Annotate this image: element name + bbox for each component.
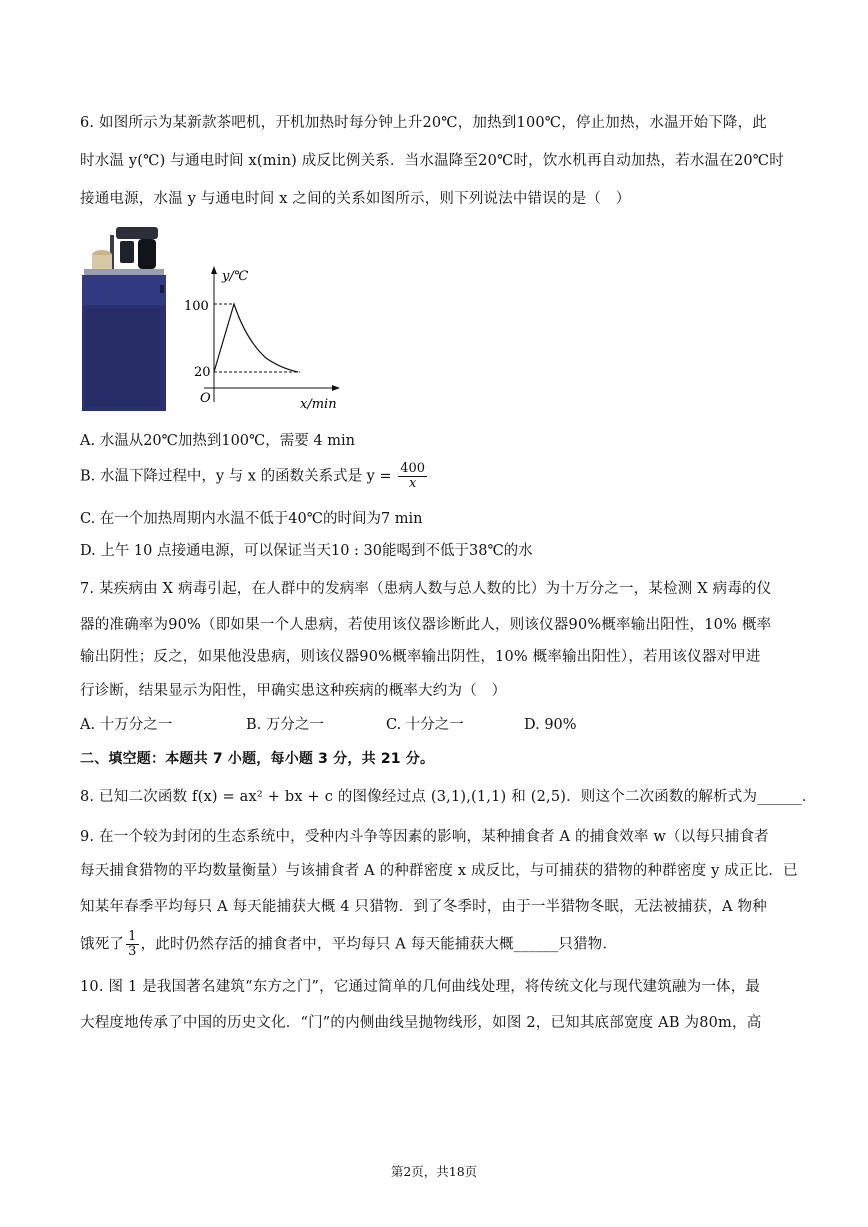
q7-line3: 输出阴性；反之，如果他没患病，则该仪器90%概率输出阴性，10% 概率输出阳性），若用该仪器对甲进 xyxy=(80,649,761,665)
q9-line4 xyxy=(80,930,790,959)
q7-option-c: C. 十分之一 xyxy=(386,717,464,733)
q6-option-b xyxy=(80,462,429,491)
q6-option-c: C. 在一个加热周期内水温不低于40℃的时间为7 min xyxy=(80,511,423,527)
fraction-numerator: 1 xyxy=(128,929,137,944)
fraction-denominator: 3 xyxy=(128,944,137,959)
page-footer: 第2页，共18页 xyxy=(390,1164,478,1179)
origin-label: O xyxy=(200,391,211,406)
q9-line2: 每天捕食猎物的平均数量衡量）与该捕食者 A 的种群密度 x 成反比，与可捕获的猎物的种群密度 y 成正比．已 xyxy=(80,863,798,879)
q6-option-b-fraction xyxy=(398,462,427,491)
x-axis-label: x/min xyxy=(300,397,337,412)
q10-line1: 10. 图 1 是我国著名建筑“东方之门”，它通过简单的几何曲线处理，将传统文化与现代建筑融为一体，最 xyxy=(80,979,761,995)
q6-option-d: D. 上午 10 点接通电源，可以保证当天10 : 30能喝到不低于38℃的水 xyxy=(80,543,533,559)
y-axis-arrow xyxy=(211,266,217,274)
section-2-heading: 二、填空题：本题共 7 小题，每小题 3 分，共 21 分。 xyxy=(80,751,435,767)
x-axis-arrow xyxy=(332,385,340,391)
fraction-denominator: x xyxy=(408,476,417,491)
tick-label-100: 100 xyxy=(184,299,209,314)
q9-line4-suffix: ，此时仍然存活的捕食者中，平均每只 A 每天能捕获大概______只猎物． xyxy=(140,936,618,953)
q6-option-b-text: B. 水温下降过程中，y 与 x 的函数关系式是 y = xyxy=(80,468,392,485)
q6-line2: 时水温 y(℃) 与通电时间 x(min) 成反比例关系．当水温降至20℃时，饮水机再自动加热，若水温在20℃时 xyxy=(80,153,784,169)
q9-line4-prefix: 饿死了 xyxy=(80,936,125,953)
q7-option-b: B. 万分之一 xyxy=(246,717,324,733)
tick-label-20: 20 xyxy=(194,365,211,380)
temperature-time-graph xyxy=(180,262,350,414)
q9-line1: 9. 在一个较为封闭的生态系统中，受种内斗争等因素的影响，某种捕食者 A 的捕食效率 w（以每只捕食者 xyxy=(80,829,769,845)
q7-option-d: D. 90% xyxy=(524,717,577,733)
q7-line2: 器的准确率为90%（即如果一个人患病，若使用该仪器诊断此人，则该仪器90%概率输出阳性，10% 概率 xyxy=(80,617,772,633)
q6-line1: 6. 如图所示为某新款茶吧机，开机加热时每分钟上升20℃，加热到100℃，停止加热，水温开始下降，此 xyxy=(80,115,768,131)
q9-fraction xyxy=(126,930,138,959)
y-axis-label: y/℃ xyxy=(222,269,249,284)
q6-option-a: A. 水温从20℃加热到100℃，需要 4 min xyxy=(80,433,355,449)
fraction-numerator: 400 xyxy=(400,461,426,476)
q7-option-a: A. 十万分之一 xyxy=(80,717,173,733)
temperature-curve xyxy=(214,304,298,372)
q9-line3: 知某年春季平均每只 A 每天能捕获大概 4 只猎物．到了冬季时，由于一半猎物冬眠，无法被捕获，A 物种 xyxy=(80,899,767,915)
q6-line3: 接通电源，水温 y 与通电时间 x 之间的关系如图所示，则下列说法中错误的是（ ） xyxy=(80,191,631,207)
tea-machine-image xyxy=(80,225,172,413)
q7-line1: 7. 某疾病由 X 病毒引起，在人群中的发病率（患病人数与总人数的比）为十万分之一，某检测 X 病毒的仪 xyxy=(80,581,772,597)
q10-line2: 大程度地传承了中国的历史文化．“门”的内侧曲线呈抛物线形，如图 2，已知其底部宽度 AB 为80m，高 xyxy=(80,1015,762,1031)
q7-line4: 行诊断，结果显示为阳性，甲确实患这种疾病的概率大约为（ ） xyxy=(80,683,507,699)
q8-text: 8. 已知二次函数 f(x) = ax² + bx + c 的图像经过点 (3,1),(1,1) 和 (2,5)．则这个二次函数的解析式为______． xyxy=(80,789,817,805)
